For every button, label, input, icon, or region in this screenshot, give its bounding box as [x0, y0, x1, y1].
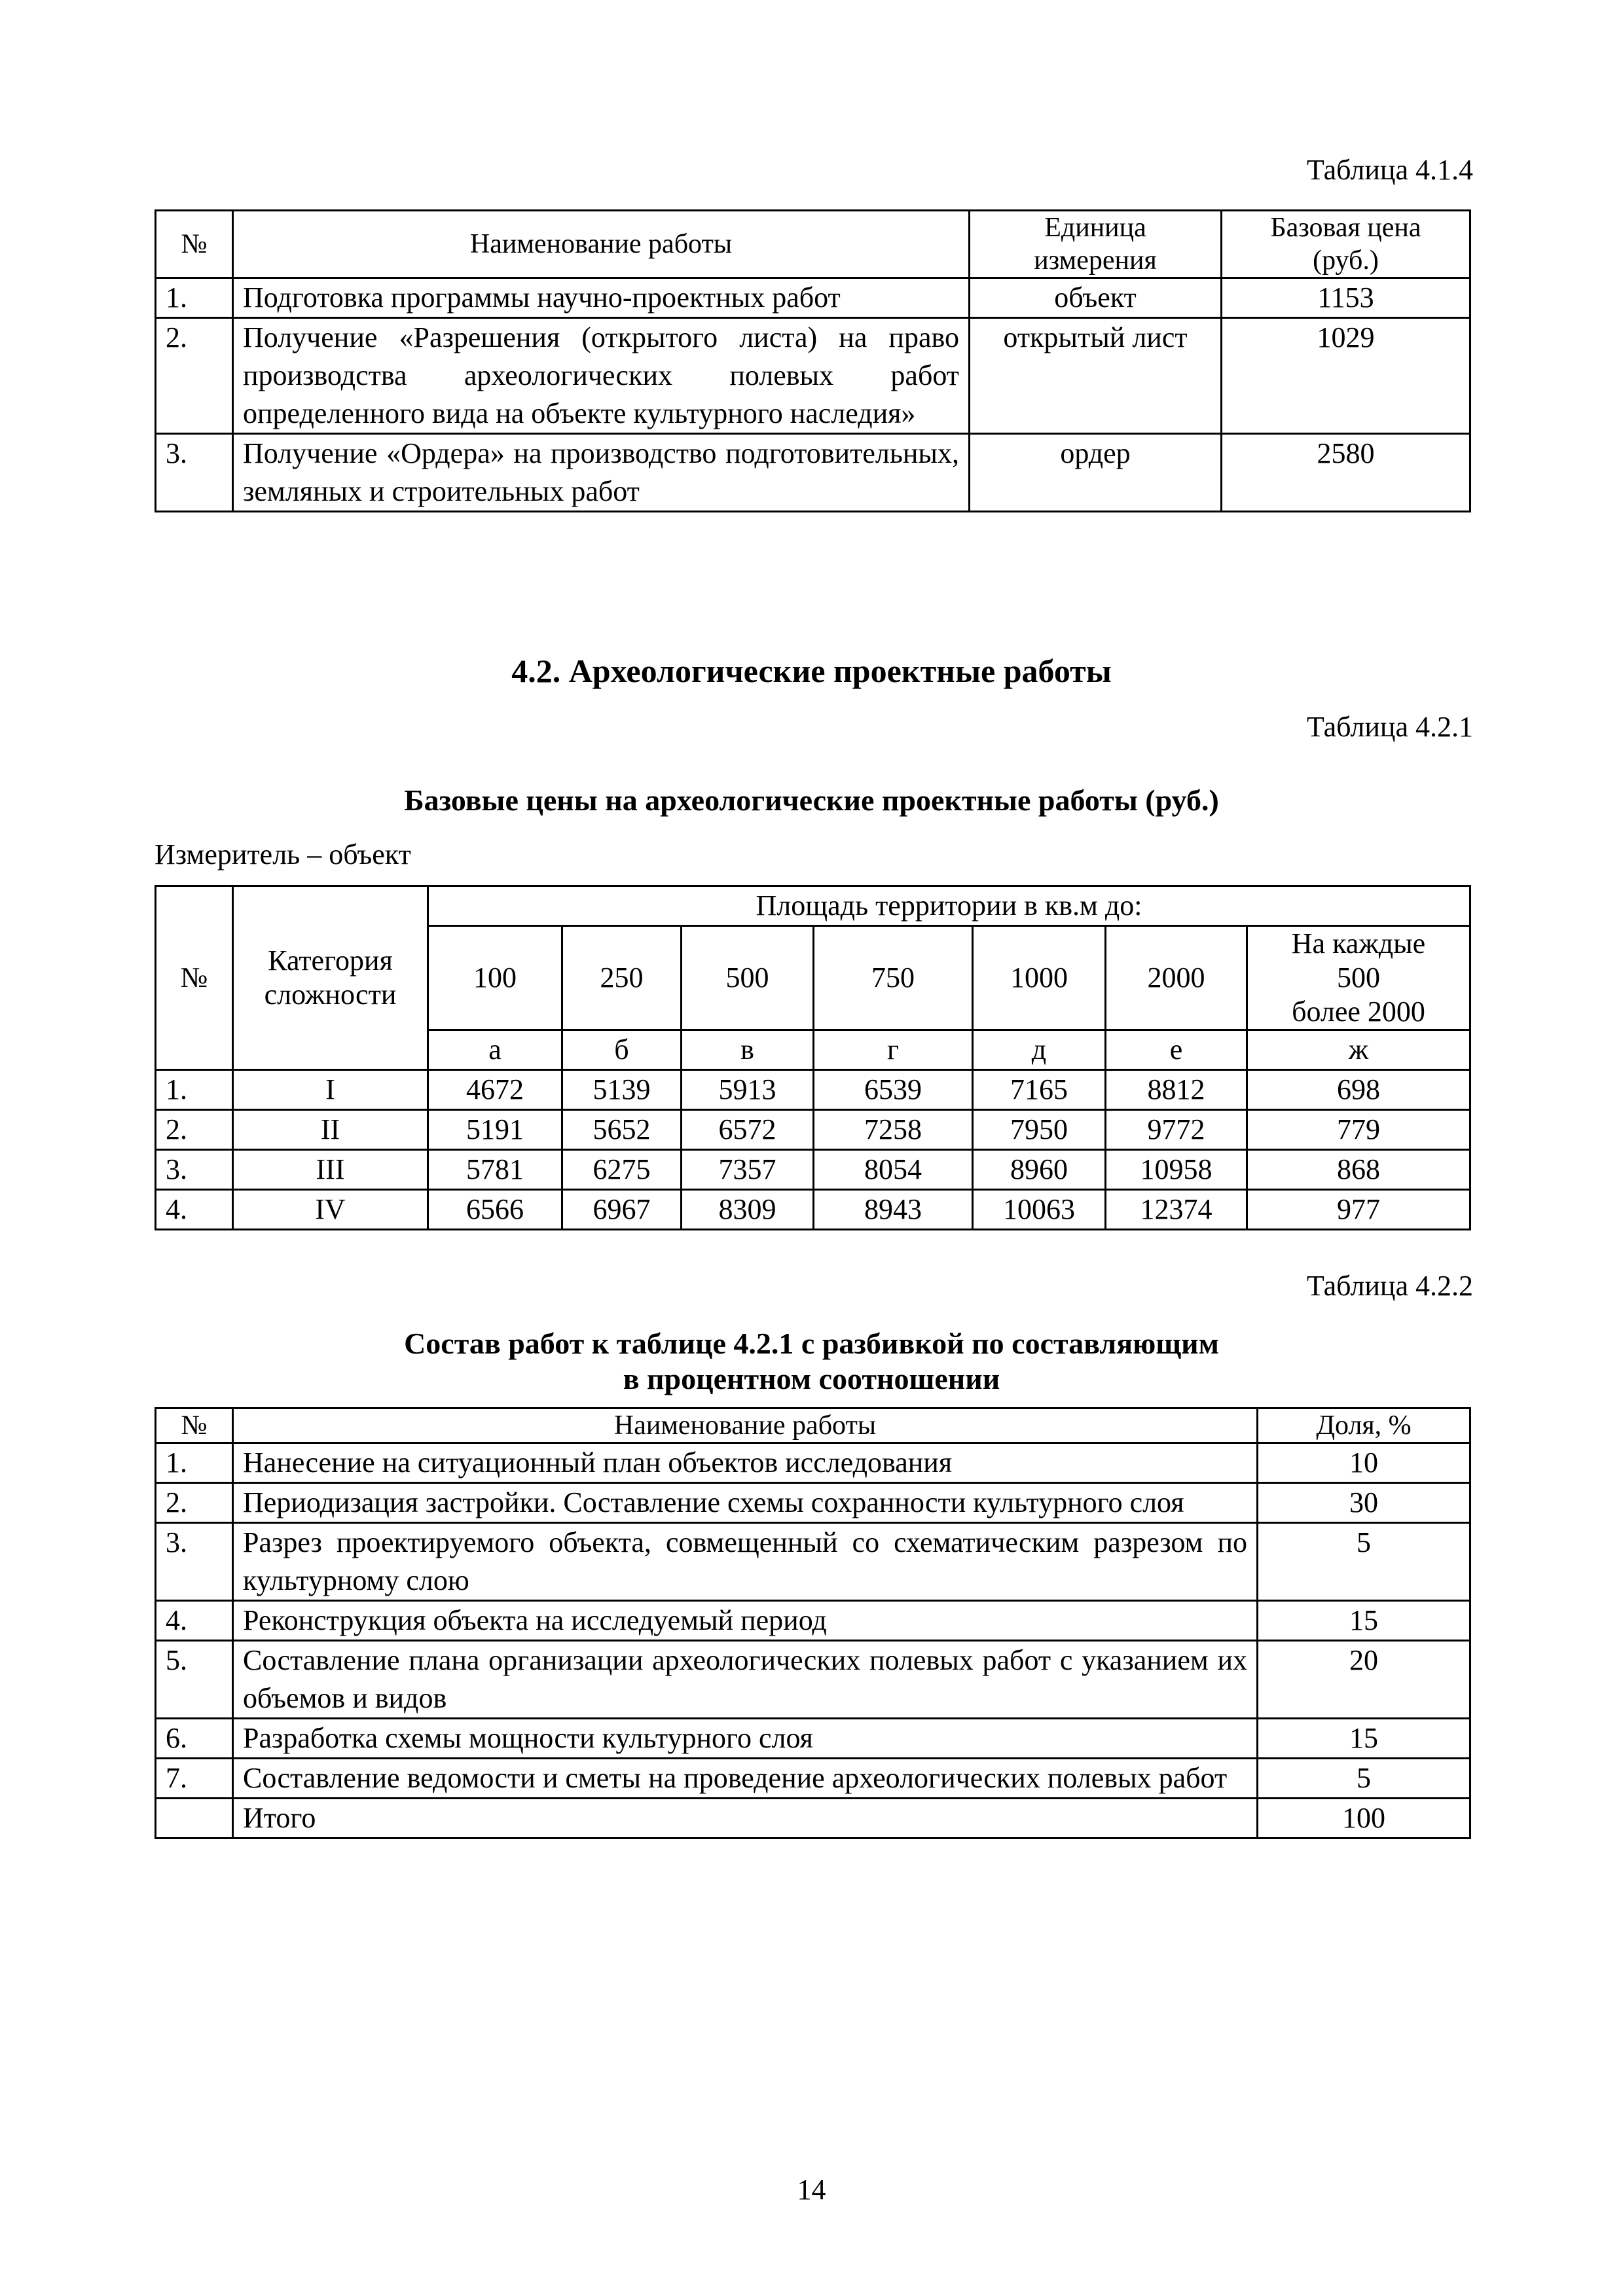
row-value: 6566	[428, 1190, 562, 1230]
row-value: 9772	[1106, 1110, 1247, 1150]
letter-cell: б	[562, 1030, 682, 1070]
row-num: 1.	[156, 1443, 233, 1483]
header-col-750: 750	[814, 926, 973, 1030]
row-value: 6967	[562, 1190, 682, 1230]
row-price: 2580	[1222, 434, 1470, 512]
header-area: Площадь территории в кв.м до:	[428, 886, 1470, 926]
row-name: Получение «Разрешения (открытого листа) на право производства археологических полевых работ определенного вида на объекте культурного наследия»	[233, 318, 970, 434]
row-name: Периодизация застройки. Составление схемы сохранности культурного слоя	[233, 1483, 1258, 1523]
letter-cell: а	[428, 1030, 562, 1070]
row-num: 1.	[156, 1070, 233, 1110]
header-category-line1: Категория	[268, 944, 393, 977]
table-row	[156, 318, 1470, 434]
header-name: Наименование работы	[233, 211, 970, 278]
row-category: I	[233, 1070, 428, 1110]
row-num: 3.	[156, 434, 233, 512]
row-value: 8943	[814, 1190, 973, 1230]
row-unit: открытый лист	[970, 318, 1222, 434]
row-num: 2.	[156, 318, 233, 434]
header-unit-line2: измерения	[1034, 245, 1157, 276]
table-421	[155, 885, 1471, 1230]
row-num: 4.	[156, 1190, 233, 1230]
row-share: 5	[1258, 1759, 1470, 1799]
row-share: 10	[1258, 1443, 1470, 1483]
total-num	[156, 1799, 233, 1839]
table-row	[156, 1641, 1470, 1719]
row-value: 7258	[814, 1110, 973, 1150]
row-unit: объект	[970, 278, 1222, 318]
header-col-100: 100	[428, 926, 562, 1030]
header-col-1000: 1000	[973, 926, 1106, 1030]
row-value: 7950	[973, 1110, 1106, 1150]
row-value: 8309	[682, 1190, 814, 1230]
header-num: №	[156, 211, 233, 278]
row-value: 868	[1247, 1150, 1470, 1190]
section-title: 4.2. Археологические проектные работы	[511, 653, 1112, 689]
header-category-line2: сложности	[264, 978, 397, 1011]
row-name: Реконструкция объекта на исследуемый период	[233, 1601, 1258, 1641]
row-value: 6572	[682, 1110, 814, 1150]
row-num: 1.	[156, 278, 233, 318]
header-col-250: 250	[562, 926, 682, 1030]
header-price-line1: Базовая цена	[1270, 213, 1421, 243]
row-value: 779	[1247, 1110, 1470, 1150]
row-value: 5191	[428, 1110, 562, 1150]
row-value: 10063	[973, 1190, 1106, 1230]
row-name: Разрез проектируемого объекта, совмещенный со схематическим разрезом по культурному слою	[233, 1523, 1258, 1601]
table-421-caption: Таблица 4.2.1	[1306, 711, 1473, 743]
table-total-row	[156, 1799, 1470, 1839]
table-row	[156, 1110, 1470, 1150]
row-value: 6539	[814, 1070, 973, 1110]
row-value: 4672	[428, 1070, 562, 1110]
row-name: Разработка схемы мощности культурного слоя	[233, 1719, 1258, 1759]
row-value: 8812	[1106, 1070, 1247, 1110]
row-price: 1153	[1222, 278, 1470, 318]
table-row	[156, 1523, 1470, 1601]
table-422-title-line1: Состав работ к таблице 4.2.1 с разбивкой по составляющим	[404, 1327, 1219, 1360]
table-header-row	[156, 886, 1470, 926]
table-422	[155, 1407, 1471, 1839]
letter-cell: г	[814, 1030, 973, 1070]
header-num: №	[156, 886, 233, 1070]
table-row	[156, 1070, 1470, 1110]
table-row	[156, 1759, 1470, 1799]
row-value: 5781	[428, 1150, 562, 1190]
row-share: 20	[1258, 1641, 1470, 1719]
row-name: Составление ведомости и сметы на проведение археологических полевых работ	[233, 1759, 1258, 1799]
row-value: 7165	[973, 1070, 1106, 1110]
row-value: 6275	[562, 1150, 682, 1190]
row-name: Получение «Ордера» на производство подготовительных, земляных и строительных работ	[233, 434, 970, 512]
table-row	[156, 278, 1470, 318]
row-category: IV	[233, 1190, 428, 1230]
table-row	[156, 1601, 1470, 1641]
row-share: 15	[1258, 1719, 1470, 1759]
table-421-title: Базовые цены на археологические проектные работы (руб.)	[404, 783, 1219, 817]
header-col-each-500	[1247, 926, 1470, 1030]
table-422-title-line2: в процентном соотношении	[623, 1362, 1000, 1395]
row-unit: ордер	[970, 434, 1222, 512]
row-num: 7.	[156, 1759, 233, 1799]
row-value: 8960	[973, 1150, 1106, 1190]
page-number: 14	[797, 2174, 826, 2206]
header-share: Доля, %	[1258, 1408, 1470, 1443]
table-header-row	[156, 211, 1470, 278]
row-name: Составление плана организации археологических полевых работ с указанием их объемов и видов	[233, 1641, 1258, 1719]
row-num: 2.	[156, 1110, 233, 1150]
header-unit-line1: Единица	[1044, 213, 1146, 243]
row-value: 5139	[562, 1070, 682, 1110]
table-header-row	[156, 1408, 1470, 1443]
header-last-line3: более 2000	[1292, 996, 1425, 1028]
row-num: 2.	[156, 1483, 233, 1523]
header-col-500: 500	[682, 926, 814, 1030]
row-num: 3.	[156, 1523, 233, 1601]
row-price: 1029	[1222, 318, 1470, 434]
total-share: 100	[1258, 1799, 1470, 1839]
header-unit	[970, 211, 1222, 278]
header-category	[233, 886, 428, 1070]
row-value: 12374	[1106, 1190, 1247, 1230]
row-value: 8054	[814, 1150, 973, 1190]
row-name: Нанесение на ситуационный план объектов исследования	[233, 1443, 1258, 1483]
row-value: 698	[1247, 1070, 1470, 1110]
row-num: 6.	[156, 1719, 233, 1759]
table-row	[156, 1150, 1470, 1190]
row-num: 3.	[156, 1150, 233, 1190]
row-share: 5	[1258, 1523, 1470, 1601]
table-row	[156, 434, 1470, 512]
header-price-line2: (руб.)	[1313, 245, 1379, 276]
letter-cell: в	[682, 1030, 814, 1070]
row-value: 10958	[1106, 1150, 1247, 1190]
table-row	[156, 1719, 1470, 1759]
table-row	[156, 1190, 1470, 1230]
table-422-caption: Таблица 4.2.2	[1306, 1270, 1473, 1302]
row-value: 7357	[682, 1150, 814, 1190]
table-row	[156, 1483, 1470, 1523]
letter-cell: ж	[1247, 1030, 1470, 1070]
letter-cell: д	[973, 1030, 1106, 1070]
row-value: 5913	[682, 1070, 814, 1110]
header-name: Наименование работы	[233, 1408, 1258, 1443]
table-414-caption: Таблица 4.1.4	[1306, 154, 1473, 186]
row-value: 977	[1247, 1190, 1470, 1230]
row-share: 15	[1258, 1601, 1470, 1641]
row-category: II	[233, 1110, 428, 1150]
row-num: 4.	[156, 1601, 233, 1641]
row-num: 5.	[156, 1641, 233, 1719]
letter-cell: е	[1106, 1030, 1247, 1070]
header-num: №	[156, 1408, 233, 1443]
header-col-2000: 2000	[1106, 926, 1247, 1030]
total-label: Итого	[233, 1799, 1258, 1839]
row-share: 30	[1258, 1483, 1470, 1523]
header-last-line2: 500	[1337, 961, 1380, 994]
header-price	[1222, 211, 1470, 278]
row-category: III	[233, 1150, 428, 1190]
table-414	[155, 209, 1471, 512]
table-421-measure: Измеритель – объект	[155, 838, 411, 870]
header-last-line1: На каждые	[1291, 927, 1426, 960]
row-name: Подготовка программы научно-проектных работ	[233, 278, 970, 318]
row-value: 5652	[562, 1110, 682, 1150]
table-row	[156, 1443, 1470, 1483]
